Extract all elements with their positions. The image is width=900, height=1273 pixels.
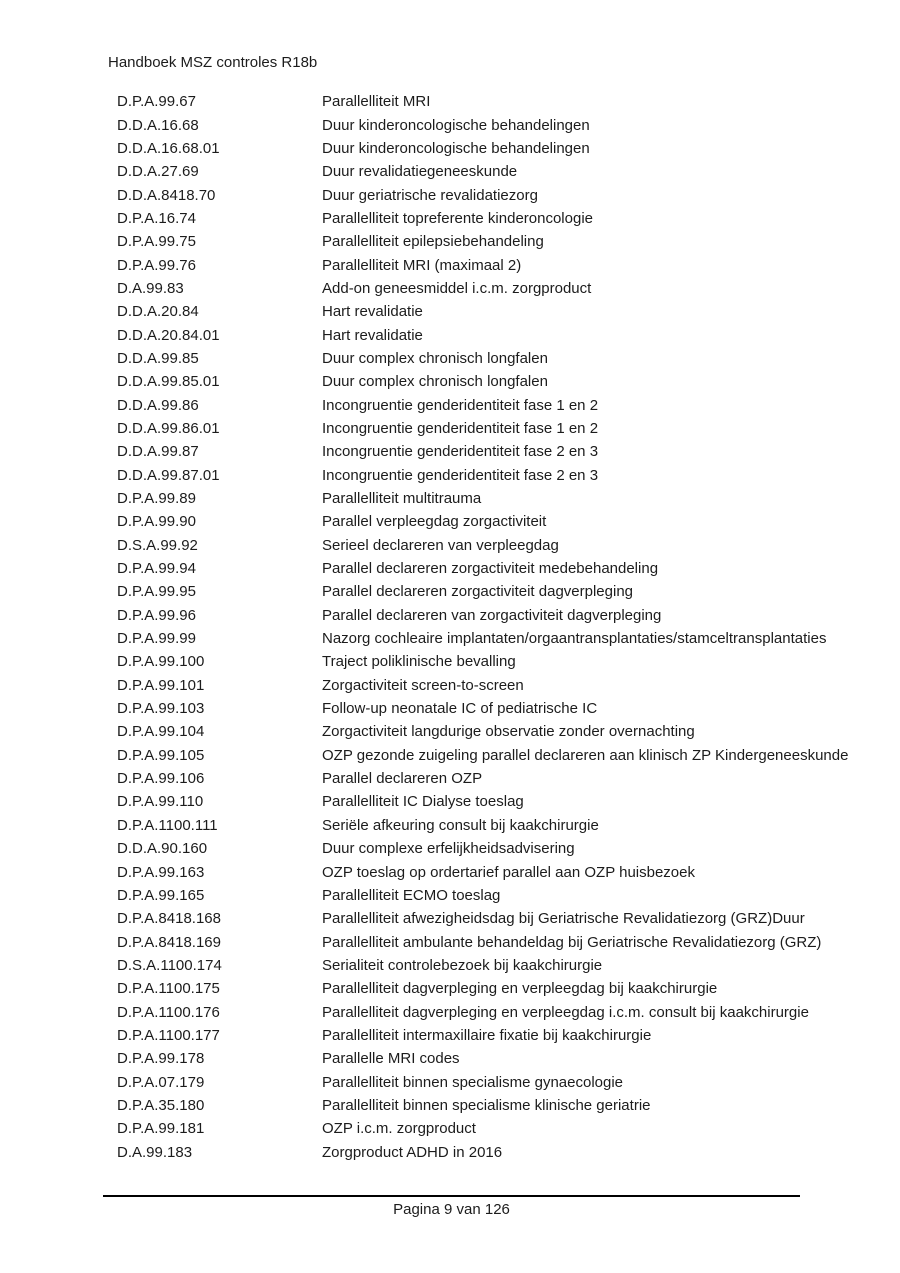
table-row — [117, 183, 887, 206]
control-description: Duur complex chronisch longfalen — [322, 373, 548, 391]
table-row — [117, 137, 887, 160]
control-description: Serialiteit controlebezoek bij kaakchirurgie — [322, 956, 603, 974]
table-row — [117, 160, 887, 183]
control-code: D.P.A.99.105 — [117, 746, 205, 764]
table-row — [117, 417, 887, 440]
table-row — [117, 230, 887, 253]
control-code: D.P.A.99.67 — [117, 93, 196, 111]
control-description: Parallelliteit binnen specialisme klinische geriatrie — [322, 1096, 651, 1114]
control-code: D.P.A.99.96 — [117, 606, 196, 624]
control-description: Zorgactiviteit langdurige observatie zonder overnachting — [322, 723, 695, 741]
page-number: Pagina 9 van 126 — [393, 1201, 510, 1218]
control-code: D.P.A.99.94 — [117, 560, 196, 578]
control-code: D.S.A.1100.174 — [117, 956, 222, 974]
table-row — [117, 113, 887, 136]
table-row — [117, 300, 887, 323]
table-row — [117, 580, 887, 603]
control-code: D.P.A.8418.168 — [117, 910, 221, 928]
control-code: D.P.A.16.74 — [117, 209, 196, 227]
control-description: Traject poliklinische bevalling — [322, 653, 516, 671]
control-code: D.P.A.1100.175 — [117, 980, 220, 998]
control-code: D.P.A.1100.177 — [117, 1026, 220, 1044]
control-description: Hart revalidatie — [322, 303, 423, 321]
control-description: Parallel declareren zorgactiviteit dagverpleging — [322, 583, 634, 601]
control-description: OZP i.c.m. zorgproduct — [322, 1120, 476, 1138]
control-code: D.P.A.99.100 — [117, 653, 205, 671]
control-code: D.P.A.1100.176 — [117, 1003, 220, 1021]
table-row — [117, 674, 887, 697]
control-code: D.P.A.99.89 — [117, 490, 196, 508]
control-description: Parallelliteit intermaxillaire fixatie bij kaakchirurgie — [322, 1026, 652, 1044]
table-row — [117, 1000, 887, 1023]
control-code: D.P.A.99.163 — [117, 863, 205, 881]
control-description: Parallelliteit dagverpleging en verpleegdag i.c.m. consult bij kaakchirurgie — [322, 1003, 809, 1021]
control-description: OZP toeslag op ordertarief parallel aan OZP huisbezoek — [322, 863, 695, 881]
document-header — [108, 54, 317, 72]
control-description: Parallelliteit binnen specialisme gynaecologie — [322, 1073, 624, 1091]
control-description: Incongruentie genderidentiteit fase 1 en 2 — [322, 396, 599, 414]
control-description: Incongruentie genderidentiteit fase 1 en 2 — [322, 419, 599, 437]
table-row — [117, 1024, 887, 1047]
table-row — [117, 650, 887, 673]
control-code: D.P.A.99.165 — [117, 886, 205, 904]
table-row — [117, 253, 887, 276]
table-row — [117, 207, 887, 230]
control-description: Parallelliteit MRI (maximaal 2) — [322, 256, 522, 274]
control-code: D.D.A.99.87 — [117, 443, 199, 461]
control-code: D.P.A.99.178 — [117, 1050, 205, 1068]
table-row — [117, 884, 887, 907]
table-row — [117, 604, 887, 627]
control-code: D.D.A.16.68.01 — [117, 139, 220, 157]
control-code: D.D.A.99.86.01 — [117, 419, 220, 437]
table-row — [117, 277, 887, 300]
table-row — [117, 393, 887, 416]
control-code: D.P.A.99.110 — [117, 793, 204, 811]
table-row — [117, 1140, 887, 1163]
control-description: Serieel declareren van verpleegdag — [322, 536, 559, 554]
control-description: OZP gezonde zuigeling parallel declareren aan klinisch ZP Kindergeneeskunde — [322, 746, 849, 764]
table-row — [117, 370, 887, 393]
control-code: D.P.A.99.101 — [117, 676, 205, 694]
control-code: D.P.A.99.95 — [117, 583, 196, 601]
footer-divider — [103, 1195, 800, 1197]
control-description: Parallelliteit afwezigheidsdag bij Geriatrische Revalidatiezorg (GRZ)Duur — [322, 910, 805, 928]
control-description: Parallel declareren zorgactiviteit medebehandeling — [322, 560, 659, 578]
control-code: D.D.A.20.84 — [117, 303, 199, 321]
control-code: D.D.A.99.87.01 — [117, 466, 220, 484]
control-description: Parallelliteit ECMO toeslag — [322, 886, 501, 904]
control-description: Parallelliteit epilepsiebehandeling — [322, 233, 544, 251]
table-row — [117, 1047, 887, 1070]
control-description: Duur complexe erfelijkheidsadvisering — [322, 840, 575, 858]
table-row — [117, 347, 887, 370]
table-row — [117, 90, 887, 113]
control-code: D.P.A.99.104 — [117, 723, 205, 741]
control-code: D.D.A.27.69 — [117, 163, 199, 181]
control-code: D.D.A.99.86 — [117, 396, 199, 414]
control-code: D.D.A.99.85.01 — [117, 373, 220, 391]
control-description: Parallel declareren OZP — [322, 770, 483, 788]
table-row — [117, 697, 887, 720]
control-description: Duur kinderoncologische behandelingen — [322, 139, 590, 157]
control-description: Add-on geneesmiddel i.c.m. zorgproduct — [322, 279, 592, 297]
control-description: Parallelliteit IC Dialyse toeslag — [322, 793, 524, 811]
control-code: D.P.A.99.181 — [117, 1120, 205, 1138]
table-row — [117, 977, 887, 1000]
table-row — [117, 510, 887, 533]
table-row — [117, 860, 887, 883]
control-description: Duur revalidatiegeneeskunde — [322, 163, 518, 181]
table-row — [117, 720, 887, 743]
control-description: Seriële afkeuring consult bij kaakchirurgie — [322, 816, 599, 834]
table-row — [117, 1117, 887, 1140]
header-title: Handboek MSZ controles R18b — [108, 54, 318, 71]
control-code: D.P.A.99.75 — [117, 233, 196, 251]
control-code: D.D.A.20.84.01 — [117, 326, 220, 344]
control-code: D.D.A.99.85 — [117, 349, 199, 367]
table-row — [117, 767, 887, 790]
control-description: Parallelle MRI codes — [322, 1050, 460, 1068]
control-code: D.P.A.35.180 — [117, 1096, 205, 1114]
control-code: D.P.A.99.99 — [117, 630, 196, 648]
table-row — [117, 1094, 887, 1117]
control-code: D.S.A.99.92 — [117, 536, 198, 554]
control-code: D.A.99.83 — [117, 279, 184, 297]
control-description: Follow-up neonatale IC of pediatrische IC — [322, 700, 598, 718]
control-description: Parallelliteit dagverpleging en verpleegdag bij kaakchirurgie — [322, 980, 718, 998]
control-description: Duur complex chronisch longfalen — [322, 349, 548, 367]
control-code: D.D.A.8418.70 — [117, 186, 216, 204]
table-row — [117, 790, 887, 813]
control-code: D.P.A.99.76 — [117, 256, 196, 274]
control-description: Parallelliteit topreferente kinderoncologie — [322, 209, 593, 227]
control-description: Parallel declareren van zorgactiviteit dagverpleging — [322, 606, 662, 624]
control-description: Incongruentie genderidentiteit fase 2 en 3 — [322, 443, 599, 461]
control-description: Parallelliteit MRI — [322, 93, 431, 111]
control-description: Duur kinderoncologische behandelingen — [322, 116, 590, 134]
table-row — [117, 1070, 887, 1093]
table-row — [117, 323, 887, 346]
control-code: D.P.A.99.90 — [117, 513, 196, 531]
control-code: D.P.A.1100.111 — [117, 816, 218, 834]
control-description: Nazorg cochleaire implantaten/orgaantransplantaties/stamceltransplantaties — [322, 630, 827, 648]
table-row — [117, 907, 887, 930]
control-code: D.P.A.8418.169 — [117, 933, 221, 951]
table-row — [117, 464, 887, 487]
table-row — [117, 954, 887, 977]
control-description: Duur geriatrische revalidatiezorg — [322, 186, 538, 204]
control-description: Parallel verpleegdag zorgactiviteit — [322, 513, 547, 531]
table-row — [117, 627, 887, 650]
control-code: D.P.A.99.106 — [117, 770, 205, 788]
table-row — [117, 487, 887, 510]
control-description: Incongruentie genderidentiteit fase 2 en 3 — [322, 466, 599, 484]
table-row — [117, 837, 887, 860]
control-description: Parallelliteit multitrauma — [322, 490, 482, 508]
table-row — [117, 744, 887, 767]
control-code: D.D.A.90.160 — [117, 840, 208, 858]
control-description: Zorgactiviteit screen-to-screen — [322, 676, 524, 694]
control-code: D.A.99.183 — [117, 1143, 193, 1161]
table-row — [117, 814, 887, 837]
table-row — [117, 534, 887, 557]
control-code: D.P.A.07.179 — [117, 1073, 205, 1091]
table-row — [117, 930, 887, 953]
control-description: Parallelliteit ambulante behandeldag bij Geriatrische Revalidatiezorg (GRZ) — [322, 933, 822, 951]
controls-list — [117, 90, 887, 1164]
table-row — [117, 557, 887, 580]
control-code: D.D.A.16.68 — [117, 116, 199, 134]
control-description: Zorgproduct ADHD in 2016 — [322, 1143, 503, 1161]
control-code: D.P.A.99.103 — [117, 700, 205, 718]
table-row — [117, 440, 887, 463]
control-description: Hart revalidatie — [322, 326, 423, 344]
